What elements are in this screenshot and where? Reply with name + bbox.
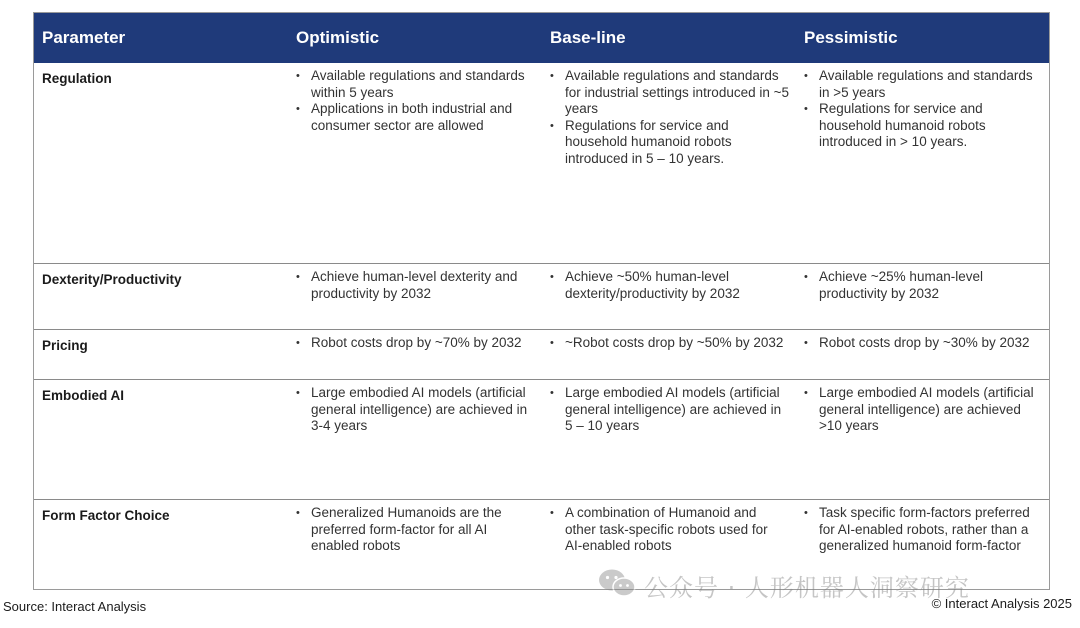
header-parameter: Parameter <box>42 28 126 47</box>
list-item: • Regulations for service and household humanoid robots introduced in > 10 years. <box>804 101 1044 151</box>
list-item: • Achieve ~25% human-level productivity by 2032 <box>804 269 1044 302</box>
header-baseline: Base-line <box>550 28 626 47</box>
list-item: • ~Robot costs drop by ~50% by 2032 <box>550 335 795 352</box>
list-item: • Achieve ~50% human-level dexterity/productivity by 2032 <box>550 269 790 302</box>
list-item: • Regulations for service and household humanoid robots introduced in 5 – 10 years. <box>550 118 790 168</box>
pessimistic-cell <box>804 68 1044 151</box>
optimistic-cell <box>296 505 518 555</box>
scenario-table <box>33 12 1050 590</box>
list-item: • Task specific form-factors preferred for AI-enabled robots, rather than a generalized humanoid form-factor <box>804 505 1044 555</box>
source-note: Source: Interact Analysis <box>3 599 147 614</box>
optimistic-cell <box>296 335 541 352</box>
header-optimistic: Optimistic <box>296 28 380 47</box>
list-item: • Large embodied AI models (artificial general intelligence) are achieved in 5 – 10 years <box>550 385 792 435</box>
baseline-cell <box>550 335 795 352</box>
list-item: • A combination of Humanoid and other task-specific robots used for AI-enabled robots <box>550 505 786 555</box>
table-row <box>34 63 1049 264</box>
list-item: • Large embodied AI models (artificial general intelligence) are achieved in 3-4 years <box>296 385 538 435</box>
list-item: • Achieve human-level dexterity and productivity by 2032 <box>296 269 536 302</box>
baseline-cell <box>550 269 790 302</box>
watermark-text: 公众号 · 人形机器人洞察研究 <box>644 573 970 602</box>
baseline-cell <box>550 505 786 555</box>
parameter-label: Dexterity/Productivity <box>42 272 182 287</box>
baseline-cell <box>550 68 790 168</box>
optimistic-cell <box>296 385 538 435</box>
parameter-label: Pricing <box>42 338 88 353</box>
list-item: • Applications in both industrial and consumer sector are allowed <box>296 101 536 134</box>
pessimistic-cell <box>804 385 1046 435</box>
optimistic-cell <box>296 68 536 134</box>
parameter-label: Form Factor Choice <box>42 508 170 523</box>
header-pessimistic: Pessimistic <box>804 28 898 47</box>
table-row <box>34 380 1049 500</box>
parameter-label: Regulation <box>42 71 112 86</box>
baseline-cell <box>550 385 792 435</box>
list-item: • Available regulations and standards in >5 years <box>804 68 1044 101</box>
table-row <box>34 264 1049 330</box>
parameter-label: Embodied AI <box>42 388 125 403</box>
list-item: • Robot costs drop by ~70% by 2032 <box>296 335 541 352</box>
pessimistic-cell <box>804 505 1044 555</box>
list-item: • Available regulations and standards within 5 years <box>296 68 536 101</box>
optimistic-cell <box>296 269 536 302</box>
wechat-icon <box>598 568 636 603</box>
list-item: • Large embodied AI models (artificial general intelligence) are achieved >10 years <box>804 385 1046 435</box>
pessimistic-cell <box>804 269 1044 302</box>
list-item: • Generalized Humanoids are the preferred form-factor for all AI enabled robots <box>296 505 518 555</box>
list-item: • Available regulations and standards for industrial settings introduced in ~5 years <box>550 68 790 118</box>
list-item: • Robot costs drop by ~30% by 2032 <box>804 335 1049 352</box>
pessimistic-cell <box>804 335 1049 352</box>
table-row <box>34 330 1049 380</box>
copyright-note: © Interact Analysis 2025 <box>931 596 1072 611</box>
table-header <box>34 13 1049 63</box>
